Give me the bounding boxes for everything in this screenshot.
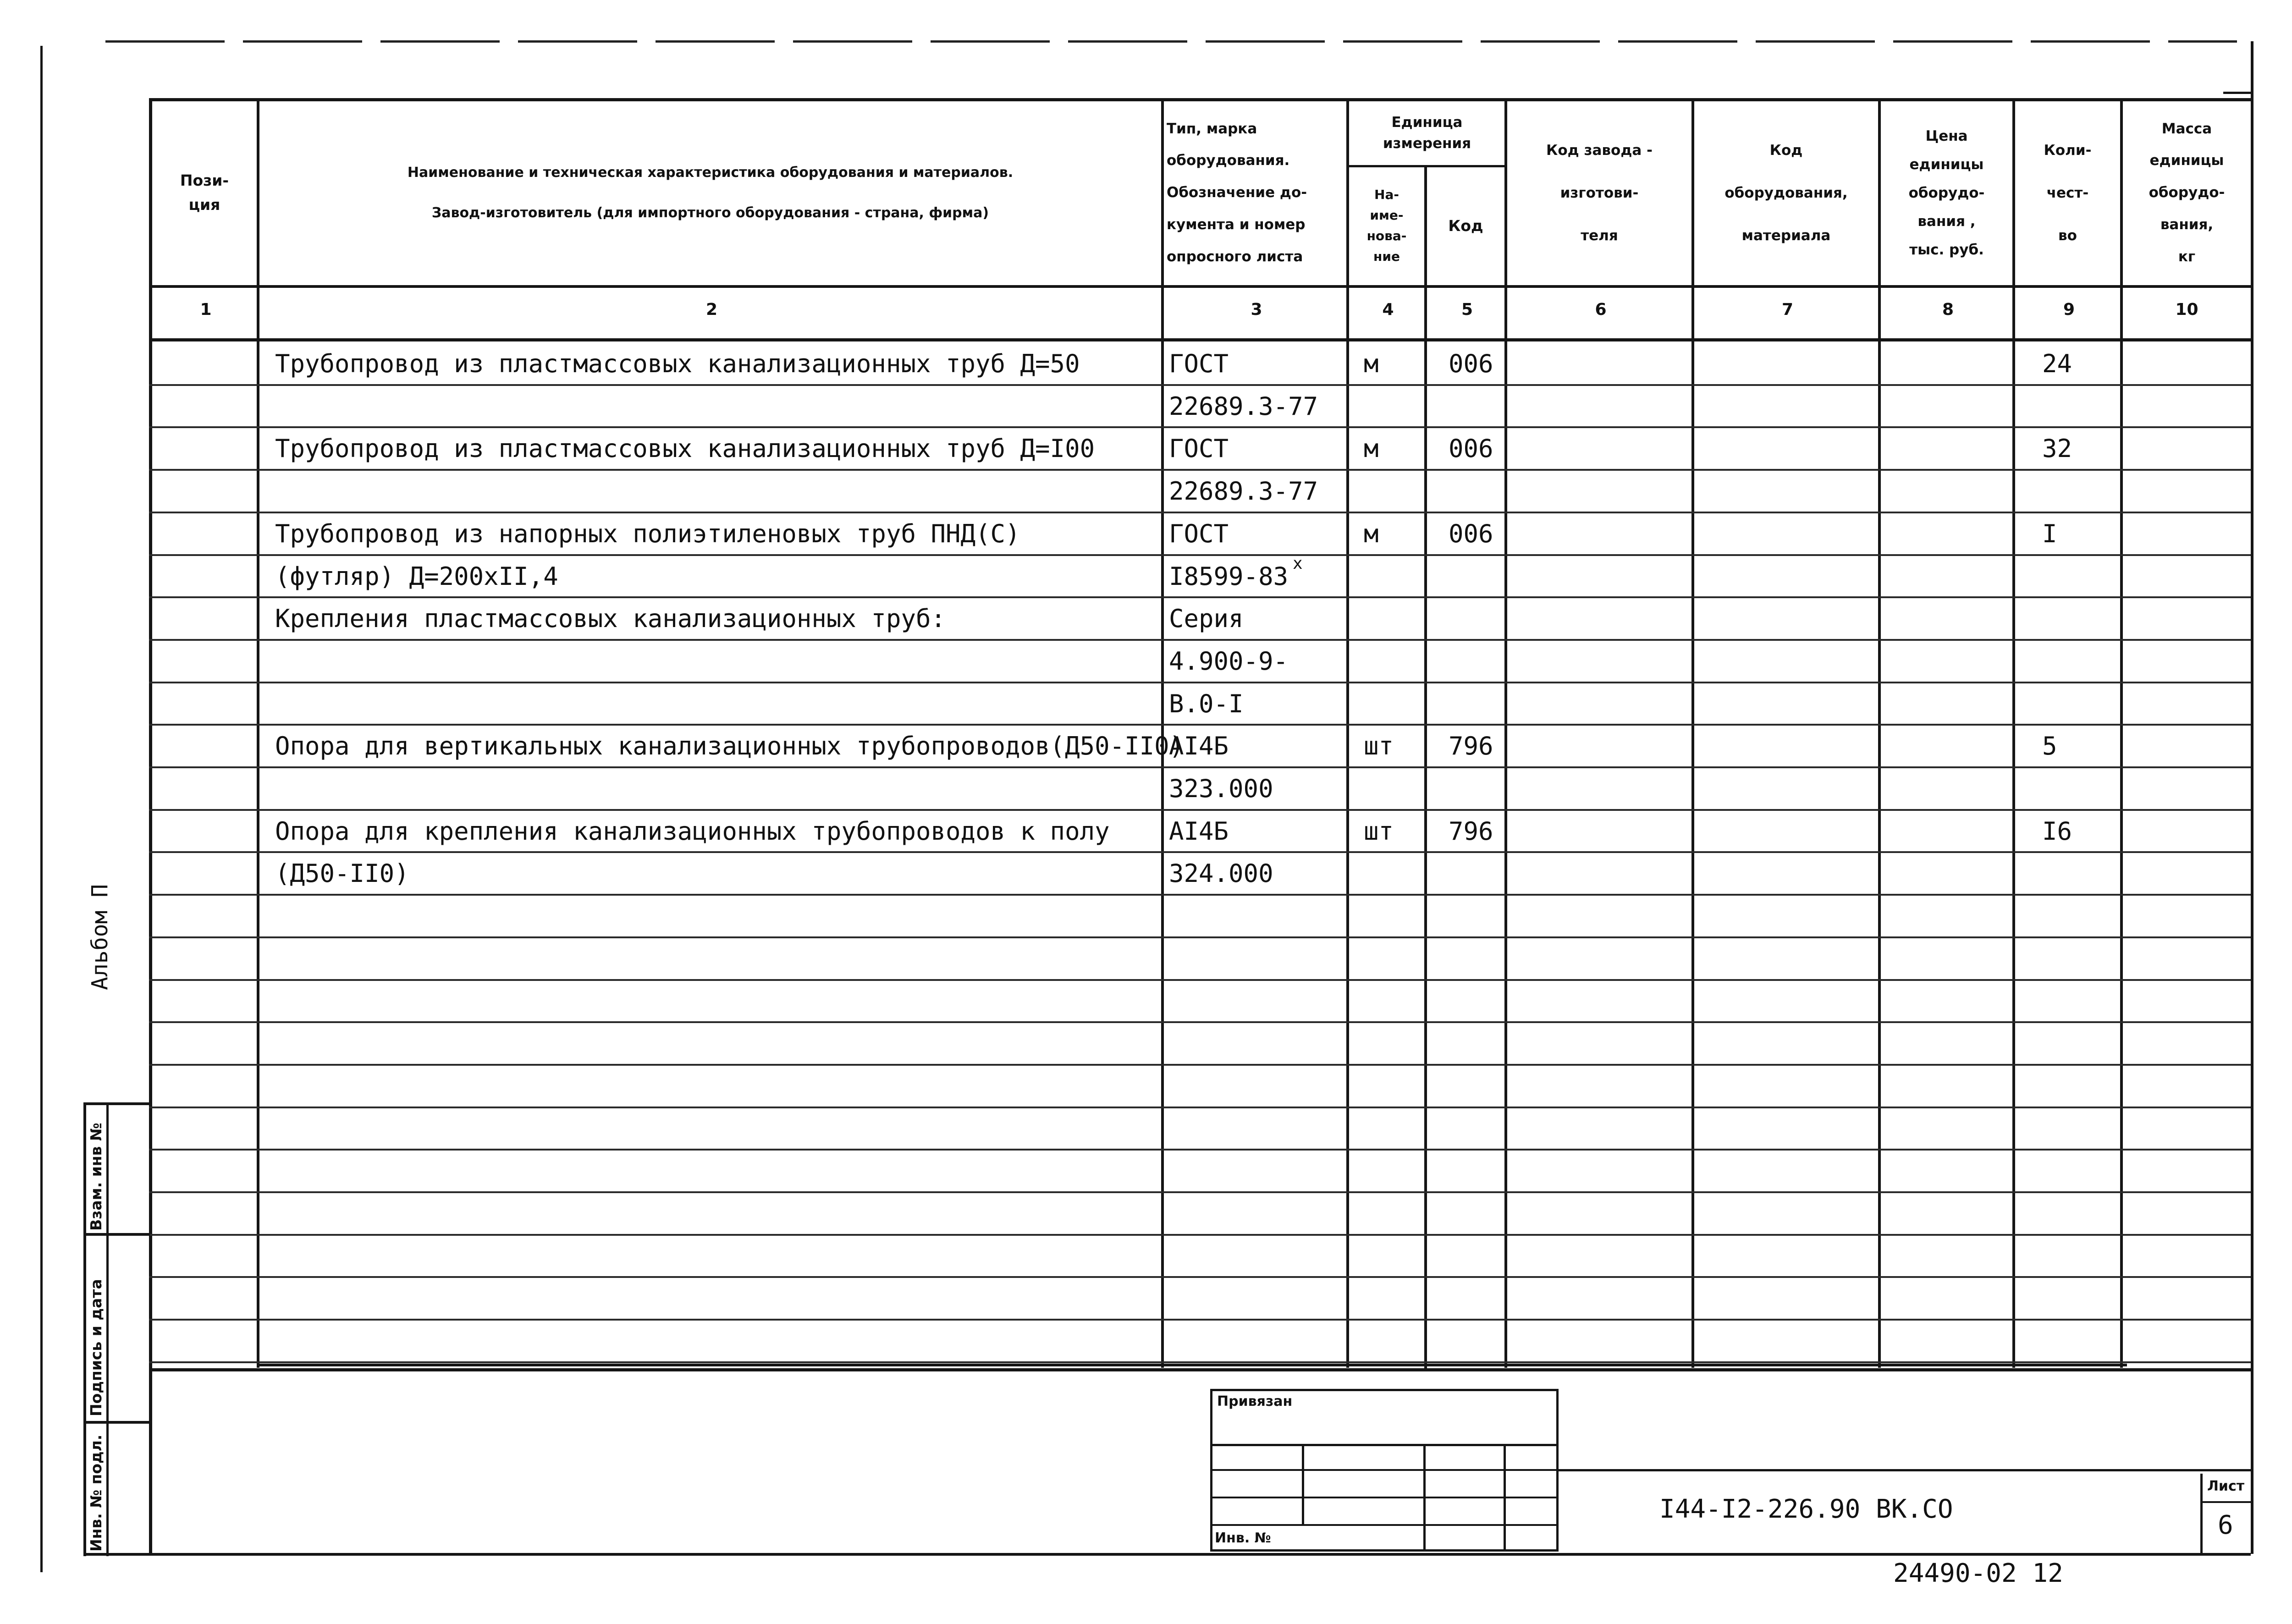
top-right-tick (2223, 92, 2251, 94)
row-line (149, 426, 2251, 428)
album-label: Альбом П (87, 884, 113, 990)
row-name: Опора для крепления канализационных трубопроводов к полу (275, 817, 1110, 846)
top-dashed-border (105, 40, 2237, 43)
row-line (149, 1319, 2251, 1321)
header-unit-group: Единица измерения (1383, 114, 1471, 152)
row-quantity: 24 (2042, 349, 2072, 378)
row-quantity: 5 (2042, 732, 2057, 760)
doc-code-top (1559, 1469, 2251, 1471)
header-equipment-code: Код оборудования, материала (1725, 142, 1848, 244)
column-number: 2 (705, 300, 718, 319)
stamp-h2 (1210, 1469, 1559, 1471)
col-line-3 (1346, 98, 1349, 1368)
row-line (149, 639, 2251, 641)
row-line (149, 1191, 2251, 1193)
row-type: АI4Б (1169, 732, 1229, 760)
col-line-8 (2012, 98, 2015, 1368)
row-line (149, 894, 2251, 896)
row-line (149, 936, 2251, 938)
row-unit-code: 006 (1449, 519, 1493, 548)
column-number: 4 (1382, 300, 1394, 319)
row-name: Трубопровод из пластмассовых канализационных труб Д=50 (275, 349, 1080, 378)
row-line (149, 724, 2251, 726)
side-stamp-left (83, 1102, 86, 1556)
header-type: Тип, марка оборудования. Обозначение до- кумента и номер опросного листа (1167, 120, 1307, 265)
row-type: I8599-83 (1169, 562, 1289, 591)
row-type: 324.000 (1169, 859, 1273, 888)
row-quantity: I6 (2042, 817, 2072, 846)
row-line (149, 851, 2251, 853)
stamp-v1 (1302, 1444, 1304, 1525)
stamp-h4 (1210, 1524, 1559, 1526)
column-number: 1 (200, 300, 212, 319)
row-type: АI4Б (1169, 817, 1229, 846)
row-line (149, 1361, 2251, 1363)
column-number: 10 (2175, 300, 2198, 319)
doc-code: I44-I2-226.90 ВК.СО (1659, 1494, 1953, 1524)
row-line (149, 469, 2251, 471)
row-line (149, 512, 2251, 513)
colnum-bottom-border (149, 338, 2251, 341)
right-border (2251, 41, 2253, 1554)
column-number: 7 (1781, 300, 1794, 319)
row-line (149, 1276, 2251, 1278)
col-line-0 (149, 98, 152, 1556)
row-unit: шт (1364, 732, 1394, 760)
row-unit-code: 796 (1449, 817, 1493, 846)
side-stamp-mid (106, 1102, 109, 1556)
row-name: Трубопровод из пластмассовых канализационных труб Д=I00 (275, 434, 1095, 463)
row-type: ГОСТ (1169, 434, 1229, 463)
inv-no-label: Инв. № (1215, 1530, 1271, 1546)
stamp-h1 (1210, 1444, 1559, 1446)
row-type: Серия (1169, 604, 1244, 633)
header-unit-code: Код (1448, 216, 1483, 235)
column-number: 3 (1251, 300, 1262, 319)
row-unit-code: 796 (1449, 732, 1493, 760)
side-stamp-div2 (83, 1421, 150, 1424)
row-line (149, 1234, 2251, 1236)
row-name: Крепления пластмассовых канализационных труб: (275, 604, 946, 633)
row-line (149, 766, 2251, 768)
sheet-label: Лист (2207, 1478, 2245, 1494)
bottom-number: 24490-02 12 (1893, 1558, 2063, 1588)
vzam-label: Взам. инв № (87, 1123, 105, 1231)
row-unit: м (1364, 434, 1379, 463)
inv-podl-label: Инв. № подл. (87, 1434, 105, 1552)
row-line (149, 1107, 2251, 1108)
grid-bottom-border (257, 1364, 2127, 1366)
row-line (149, 979, 2251, 981)
left-border (40, 46, 43, 1572)
table-top-border (149, 98, 2251, 101)
row-type-superscript: х (1293, 554, 1303, 573)
titleblock-bottom (149, 1553, 2251, 1556)
side-stamp-top (83, 1102, 150, 1105)
row-line (149, 596, 2251, 598)
row-type: В.0-I (1169, 689, 1244, 718)
row-line (149, 384, 2251, 386)
side-stamp-div1 (83, 1233, 150, 1236)
privyazan-label: Привязан (1217, 1393, 1293, 1409)
column-number: 8 (1942, 300, 1954, 319)
row-type: 4.900-9- (1169, 647, 1289, 676)
row-type: 323.000 (1169, 774, 1273, 803)
sheet-number: 6 (2218, 1510, 2233, 1540)
sheet-box-div (2200, 1501, 2251, 1503)
row-unit: м (1364, 519, 1379, 548)
row-line (149, 1021, 2251, 1023)
table-bottom-border (149, 1368, 2251, 1371)
column-number: 6 (1595, 300, 1607, 319)
header-name (259, 101, 1161, 285)
row-type: 22689.3-77 (1169, 477, 1318, 506)
col-line-9 (2120, 98, 2123, 1368)
row-line (149, 554, 2251, 556)
podpis-label: Подпись и дата (87, 1279, 105, 1416)
row-type: ГОСТ (1169, 519, 1229, 548)
row-line (149, 809, 2251, 811)
row-unit-code: 006 (1449, 349, 1493, 378)
col-line-5 (1504, 98, 1507, 1368)
row-quantity: 32 (2042, 434, 2072, 463)
col-line-6 (1691, 98, 1694, 1368)
row-unit: м (1364, 349, 1379, 378)
row-unit-code: 006 (1449, 434, 1493, 463)
header-price: Цена единицы оборудо- вания , тыс. руб. (1908, 128, 1985, 258)
col-line-1 (257, 98, 259, 1368)
header-name-line1: Наименование и техническая характеристика оборудования и материалов. (407, 165, 1014, 181)
col-line-7 (1878, 98, 1881, 1368)
row-line (149, 682, 2251, 683)
row-name: Опора для вертикальных канализационных трубопроводов(Д50-II0) (275, 732, 1185, 760)
row-unit: шт (1364, 817, 1394, 846)
header-position: Пози- ция (180, 171, 229, 214)
side-stamp-bottom (83, 1553, 150, 1556)
row-line (149, 1149, 2251, 1151)
header-unit-name: На- име- нова- ние (1366, 187, 1407, 264)
header-mass: Масса единицы оборудо- вания, кг (2149, 120, 2225, 265)
column-number: 5 (1461, 300, 1473, 319)
header-quantity: Коли- чест- во (2044, 142, 2092, 244)
header-factory-code: Код завода - изготови- теля (1546, 142, 1653, 244)
row-name: (футляр) Д=200хII,4 (275, 562, 558, 591)
stamp-h3 (1210, 1497, 1559, 1498)
stamp-v2 (1423, 1444, 1426, 1552)
row-line (149, 1064, 2251, 1066)
header-name-line2: Завод-изготовитель (для импортного оборудования - страна, фирма) (431, 205, 989, 221)
column-number: 9 (2063, 300, 2075, 319)
header-bottom-border (149, 285, 2251, 288)
stamp-v3 (1504, 1444, 1506, 1552)
row-name: Трубопровод из напорных полиэтиленовых труб ПНД(С) (275, 519, 1020, 548)
row-type: 22689.3-77 (1169, 392, 1318, 421)
row-type: ГОСТ (1169, 349, 1229, 378)
row-quantity: I (2042, 519, 2057, 548)
row-name: (Д50-II0) (275, 859, 409, 888)
